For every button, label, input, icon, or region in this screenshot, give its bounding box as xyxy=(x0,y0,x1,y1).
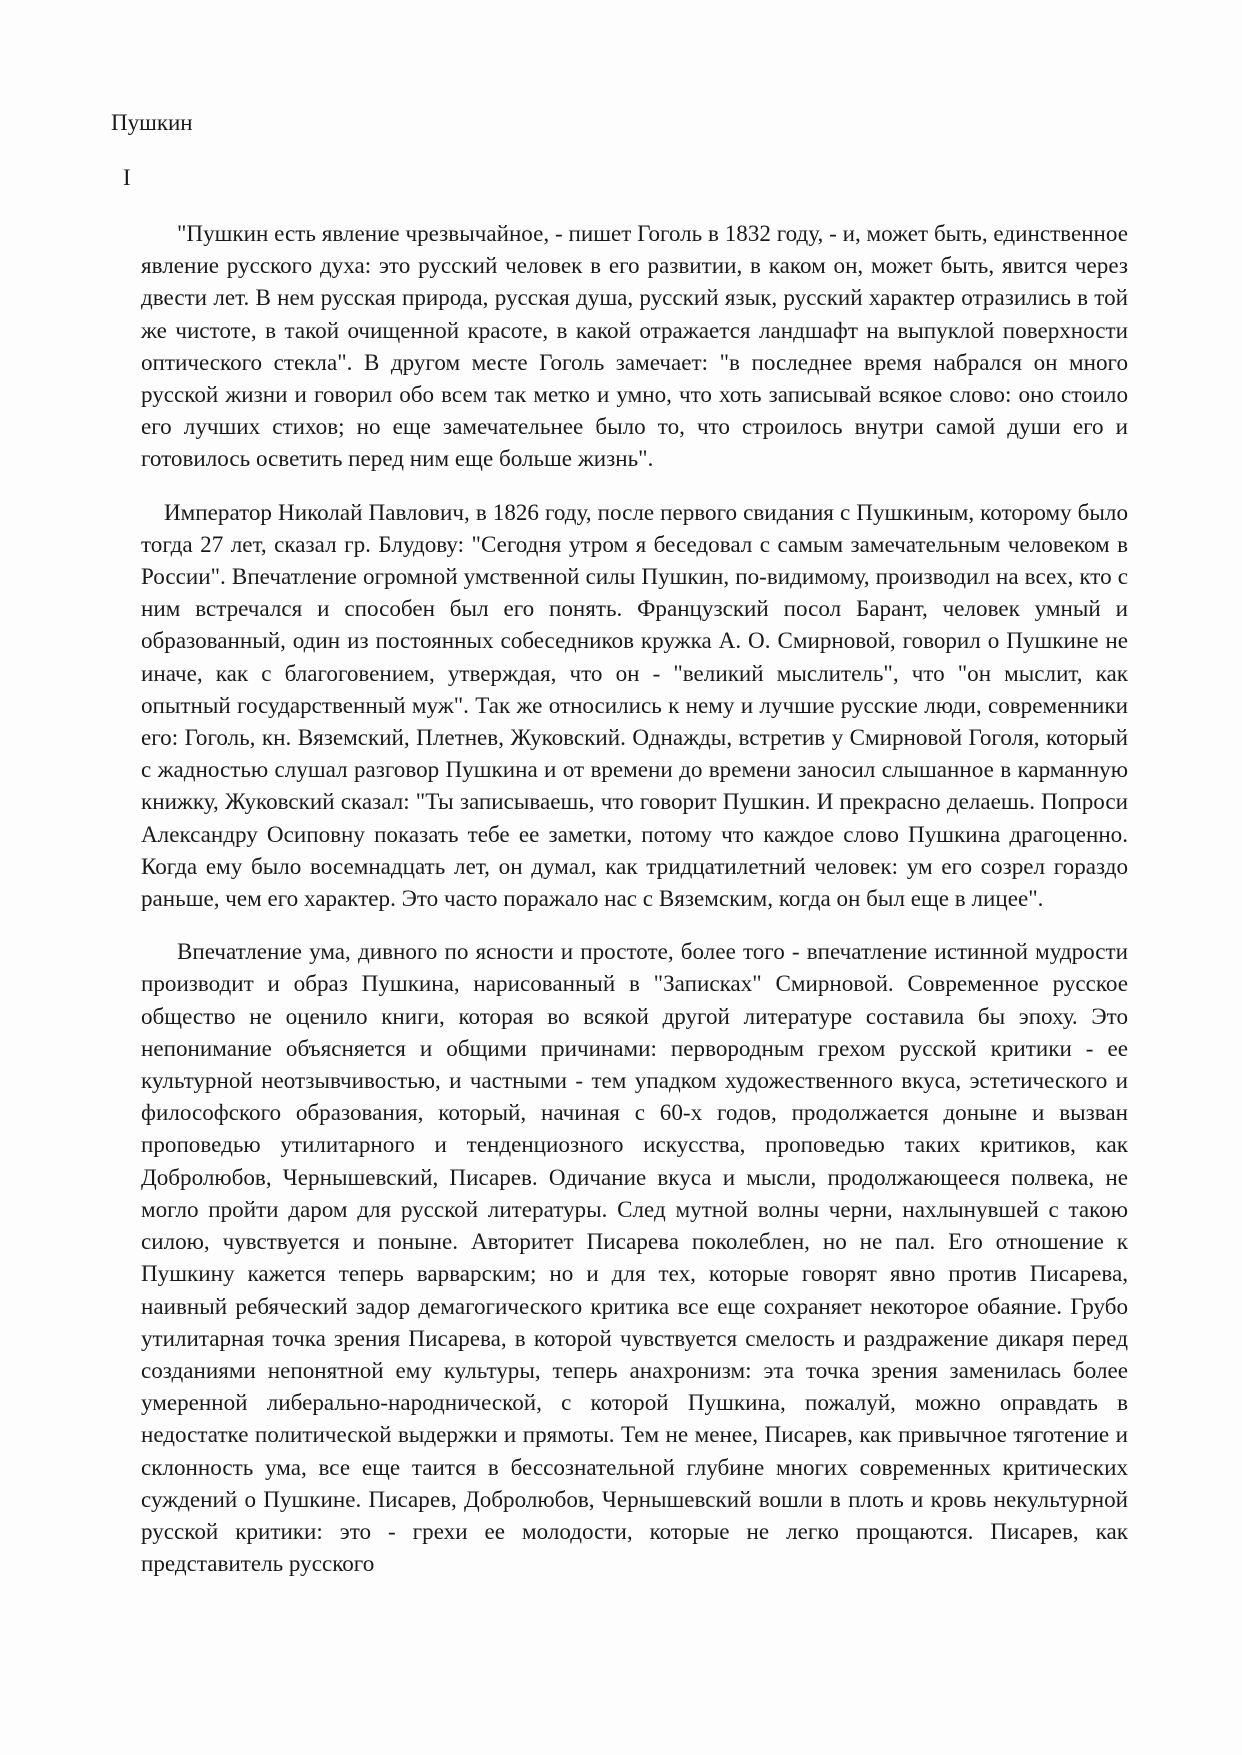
paragraph: "Пушкин есть явление чрезвычайное, - пишет Гоголь в 1832 году, - и, может быть, единственное явление русского духа: это русский человек в его развитии, в каком он, может быть, явится через двести лет. В нем русская природа, русская душа, русский язык, русский характер отразились в той же чистоте, в такой очищенной красоте, в какой отражается ландшафт на выпуклой поверхности оптического стекла". В другом месте Гоголь замечает: "в последнее время набрался он много русской жизни и говорил обо всем так метко и умно, что хоть записывай всякое слово: оно стоило его лучших стихов; но еще замечательнее было то, что строилось внутри самой души его и готовилось осветить перед ним еще больше жизнь". xyxy=(141,220,1128,472)
chapter-number: I xyxy=(123,165,131,190)
document-body xyxy=(141,217,1128,1600)
paragraph: Император Николай Павлович, в 1826 году, после первого свидания с Пушкиным, которому было тогда 27 лет, сказал гр. Блудову: "Сегодня утром я беседовал с самым замечательным человеком в России". Впечатление огромной умственной силы Пушкин, по-видимому, производил на всех, кто с ним встречался и способен был его понять. Французский посол Барант, человек умный и образованный, один из постоянных собеседников кружка А. О. Смирновой, говорил о Пушкине не иначе, как с благоговением, утверждая, что он - "великий мыслитель", что "он мыслит, как опытный государственный муж". Так же относились к нему и лучшие русские люди, современники его: Гоголь, кн. Вяземский, Плетнев, Жуковский. Однажды, встретив у Смирновой Гоголя, который с жадностью слушал разговор Пушкина и от времени до времени заносил слышанное в карманную книжку, Жуковский сказал: "Ты записываешь, что говорит Пушкин. И прекрасно делаешь. Попроси Александру Осиповну показать тебе ее заметки, потому что каждое слово Пушкина драгоценно. Когда ему было восемнадцать лет, он думал, как тридцатилетний человек: ум его созрел гораздо раньше, чем его характер. Это часто поражало нас с Вяземским, когда он был еще в лицее". xyxy=(141,498,1128,912)
document-title: Пушкин xyxy=(111,110,193,135)
paragraph: Впечатление ума, дивного по ясности и простоте, более того - впечатление истинной мудрости производит и образ Пушкина, нарисованный в "Записках" Смирновой. Современное русское общество не оценило книги, которая во всякой другой литературе составила бы эпоху. Это непонимание объясняется и общими причинами: первородным грехом русской критики - ее культурной неотзывчивостью, и частными - тем упадком художественного вкуса, эстетического и философского образования, который, начиная с 60-х годов, продолжается доныне и вызван проповедью утилитарного и тенденциозного искусства, проповедью таких критиков, как Добролюбов, Чернышевский, Писарев. Одичание вкуса и мысли, продолжающееся полвека, не могло пройти даром для русской литературы. След мутной волны черни, нахлынувшей с такою силою, чувствуется и поныне. Авторитет Писарева поколеблен, но не пал. Его отношение к Пушкину кажется теперь варварским; но и для тех, которые говорят явно против Писарева, наивный ребяческий задор демагогического критика все еще сохраняет некоторое обаяние. Грубо утилитарная точка зрения Писарева, в которой чувствуется смелость и раздражение дикаря перед созданиями непонятной ему культуры, теперь анахронизм: эта точка зрения заменилась более умеренной либерально-народнической, с которой Пушкина, пожалуй, можно оправдать в недостатке политической выдержки и прямоты. Тем не менее, Писарев, как привычное тяготение и склонность ума, все еще таится в бессознательной глубине многих современных критических суждений о Пушкине. Писарев, Добролюбов, Чернышевский вошли в плоть и кровь некультурной русской критики: это - грехи ее молодости, которые не легко прощаются. Писарев, как представитель русского xyxy=(141,938,1128,1577)
